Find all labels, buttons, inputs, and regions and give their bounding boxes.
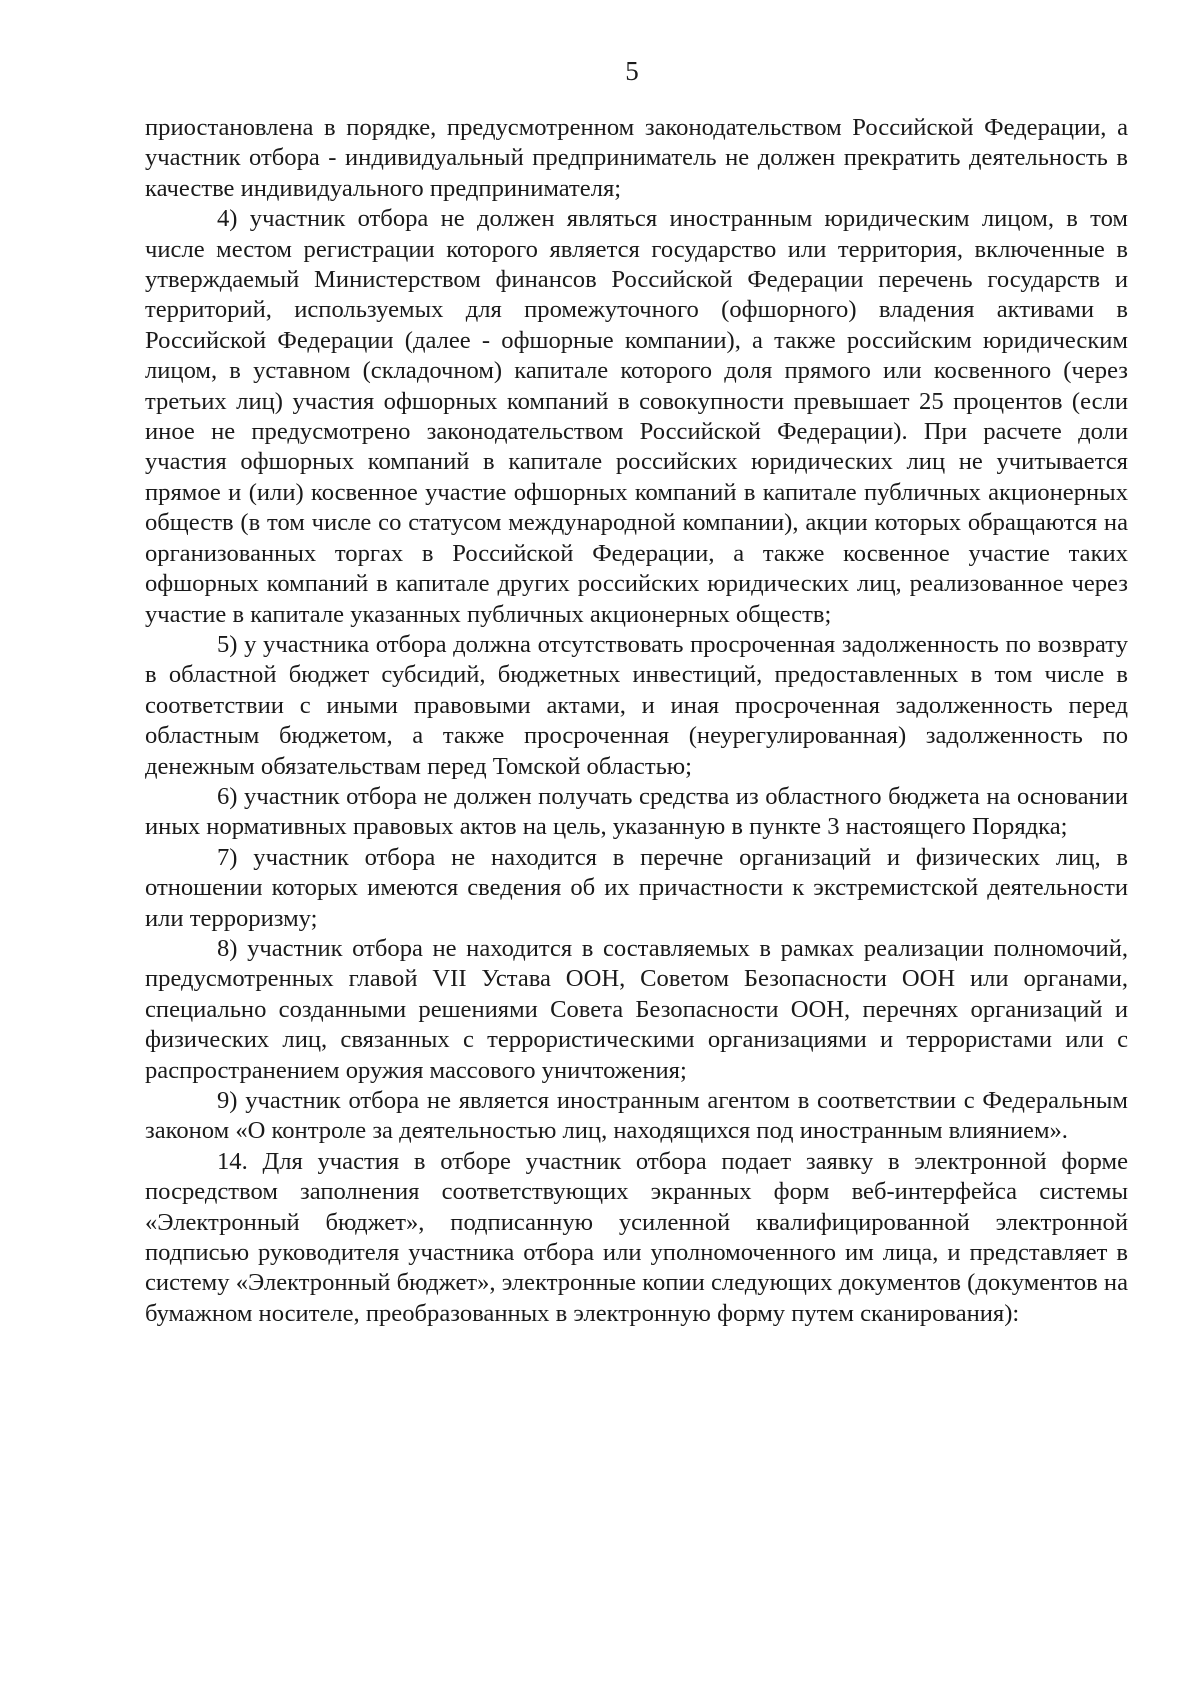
paragraph-clause-14: 14. Для участия в отборе участник отбора подает заявку в электронной форме посредством заполнения соответствующих экранных форм веб-интерфейса системы «Электронный бюджет», подписанную усиленной квалифицированной электронной подписью руководителя участника отбора или уполномоченного им лица, и представляет в систему «Электронный бюджет», электронные копии следующих документов (документов на бумажном носителе, преобразованных в электронную форму путем сканирования): — [145, 1147, 1128, 1327]
paragraph-item-6: 6) участник отбора не должен получать средства из областного бюджета на основании иных нормативных правовых актов на цель, указанную в пункте 3 настоящего Порядка; — [145, 782, 1128, 841]
paragraph-item-4: 4) участник отбора не должен являться иностранным юридическим лицом, в том числе местом регистрации которого является государство или территория, включенные в утверждаемый Министерством финансов Российской Федерации перечень государств и территорий, используемых для промежуточного (офшорного) владения активами в Российской Федерации (далее - офшорные компании), а также российским юридическим лицом, в уставном (складочном) капитале которого доля прямого или косвенного (через третьих лиц) участия офшорных компаний в совокупности превышает 25 процентов (если иное не предусмотрено законодательством Российской Федерации). При расчете доли участия офшорных компаний в капитале российских юридических лиц не учитывается прямое и (или) косвенное участие офшорных компаний в капитале публичных акционерных обществ (в том числе со статусом международной компании), акции которых обращаются на организованных торгах в Российской Федерации, а также косвенное участие таких офшорных компаний в капитале других российских юридических лиц, реализованное через участие в капитале указанных публичных акционерных обществ; — [145, 205, 1128, 628]
paragraph-continuation: приостановлена в порядке, предусмотренном законодательством Российской Федерации, а участник отбора - индивидуальный предприниматель не должен прекратить деятельность в качестве индивидуального предпринимателя; — [145, 114, 1128, 202]
paragraph-item-5: 5) у участника отбора должна отсутствовать просроченная задолженность по возврату в областной бюджет субсидий, бюджетных инвестиций, предоставленных в том числе в соответствии с иными правовыми актами, и иная просроченная задолженность перед областным бюджетом, а также просроченная (неурегулированная) задолженность по денежным обязательствам перед Томской областью; — [145, 630, 1128, 780]
paragraph-item-8: 8) участник отбора не находится в составляемых в рамках реализации полномочий, предусмотренных главой VII Устава ООН, Советом Безопасности ООН или органами, специально созданными решениями Совета Безопасности ООН, перечнях организаций и физических лиц, связанных с террористическими организациями и террористами или с распространением оружия массового уничтожения; — [145, 934, 1128, 1084]
document-body — [145, 113, 1128, 1329]
page-number: 5 — [625, 56, 639, 86]
paragraph-item-9: 9) участник отбора не является иностранным агентом в соответствии с Федеральным законом «О контроле за деятельностью лиц, находящихся под иностранным влиянием». — [145, 1087, 1128, 1145]
paragraph-item-7: 7) участник отбора не находится в перечне организаций и физических лиц, в отношении которых имеются сведения об их причастности к экстремистской деятельности или терроризму; — [145, 843, 1128, 932]
